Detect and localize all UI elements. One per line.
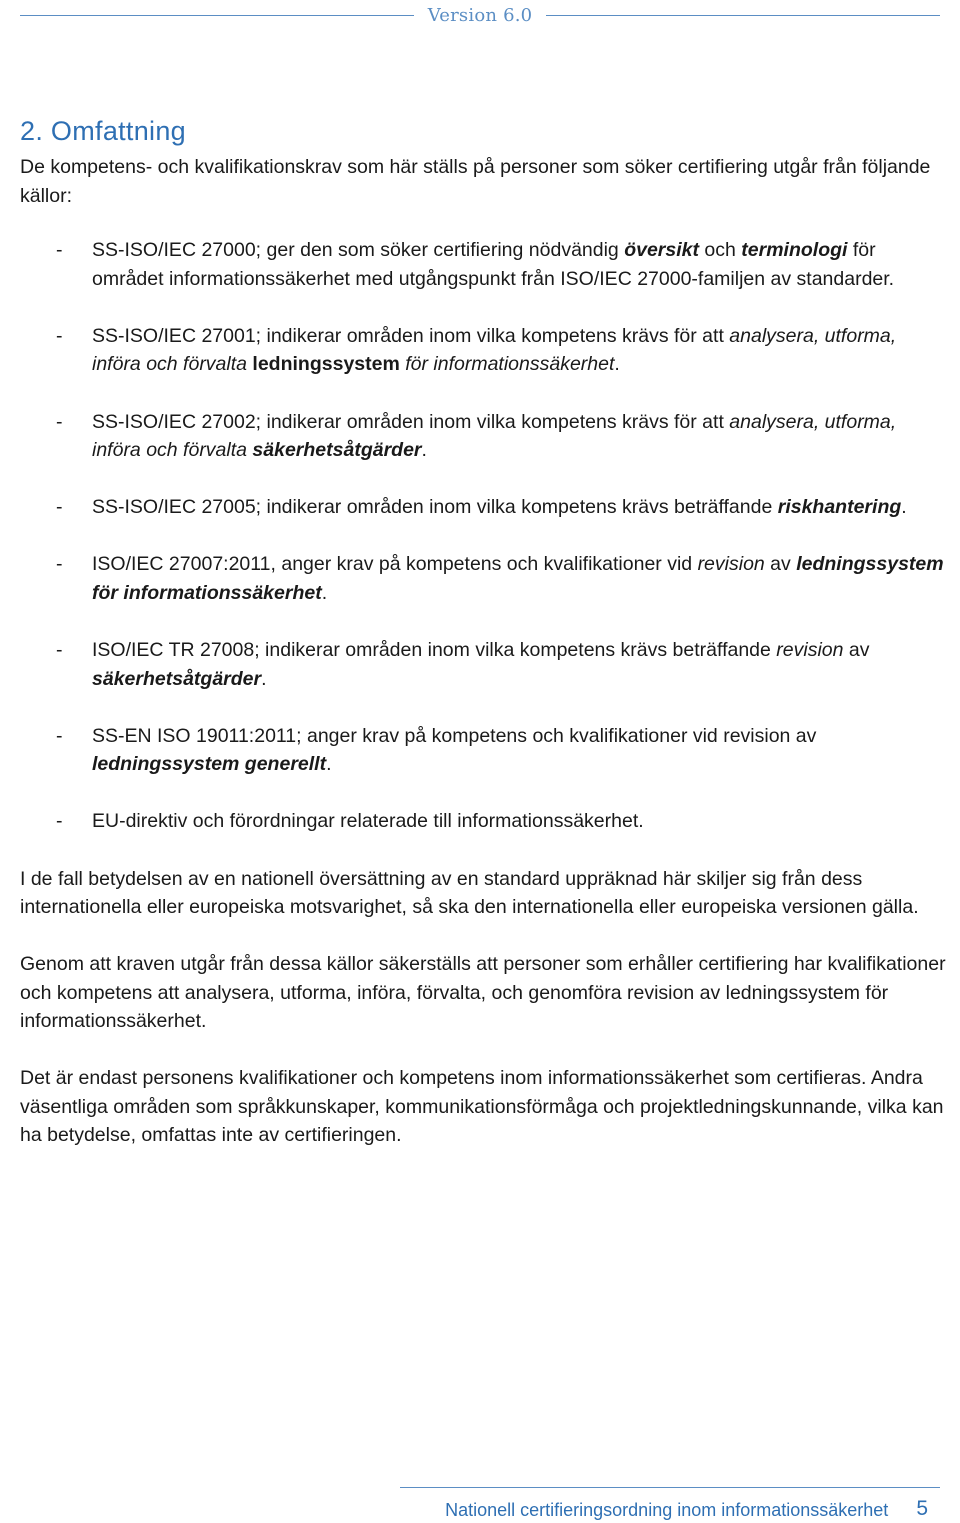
list-item (20, 493, 950, 522)
page-number: 5 (916, 1497, 928, 1520)
text-run: . (261, 667, 267, 690)
text-run: revision (697, 553, 765, 576)
header-rule-right (546, 15, 940, 16)
list-dash: - (56, 496, 63, 519)
header-rule-left (20, 15, 414, 16)
text-run: och (699, 239, 742, 262)
list-dash: - (56, 410, 63, 433)
text-run: för informationssäkerhet (399, 353, 615, 376)
list-item-text (92, 810, 644, 832)
text-run: riskhantering (777, 496, 902, 519)
document-body (20, 153, 950, 1178)
page-footer (400, 1487, 940, 1521)
footer-title: Nationell certifieringsordning inom informationssäkerhet (445, 1500, 889, 1520)
text-run: . (326, 753, 332, 776)
list-dash: - (56, 324, 63, 347)
text-run: revision (776, 639, 844, 662)
paragraph-translation: I de fall betydelsen av en nationell översättning av en standard uppräknad här skiljer sig från dess internationella eller europeiska motsvarighet, så ska den internationella eller europeiska versionen gälla. (20, 867, 919, 919)
text-run: ledningssystem (252, 353, 400, 376)
list-item-text (92, 239, 894, 290)
list-item-text (92, 553, 944, 604)
text-run: ledningssystem generellt (92, 753, 327, 776)
text-run: SS-EN ISO 19011:2011; anger krav på kompetens och kvalifikationer vid revision av (92, 724, 817, 747)
list-item-text (92, 496, 907, 518)
list-item (20, 322, 950, 379)
version-label: Version 6.0 (427, 4, 533, 26)
paragraph-scope: Det är endast personens kvalifikationer och kompetens inom informationssäkerhet som certifieras. Andra väsentliga områden som språkkunskaper, kommunikationsförmåga och projektledningskunnande, vilka kan ha betydelse, omfattas inte av certifieringen. (20, 1067, 944, 1147)
list-dash: - (56, 810, 63, 833)
text-run: . (901, 496, 907, 519)
text-run: ledningssystem för informationssäkerhet (92, 553, 944, 604)
text-run: för området informationssäkerhet med utgångspunkt från ISO/IEC 27000-familjen av standarder. (92, 239, 895, 290)
list-item (20, 722, 950, 779)
list-dash: - (56, 239, 63, 262)
text-run: säkerhetsåtgärder (92, 667, 262, 690)
text-run: . (421, 439, 427, 462)
intro-paragraph: De kompetens- och kvalifikationskrav som här ställs på personer som söker certifiering utgår från följande källor: (20, 156, 931, 207)
list-item (20, 636, 950, 693)
section-title: 2. Omfattning (20, 116, 186, 146)
list-item (20, 550, 950, 607)
list-dash: - (56, 724, 63, 747)
list-item-text (92, 725, 816, 776)
text-run: analysera, utforma, införa och förvalta (92, 410, 897, 462)
list-item-text (92, 325, 896, 376)
text-run: SS-ISO/IEC 27005; indikerar områden inom vilka kompetens krävs beträffande (92, 496, 778, 519)
paragraph-requirements: Genom att kraven utgår från dessa källor säkerställs att personer som erhåller certifiering har kvalifikationer och kompetens att analysera, utforma, införa, förvalta, och genomföra revision av ledningssystem för informationssäkerhet. (20, 953, 946, 1033)
text-run: terminologi (741, 239, 848, 262)
list-dash: - (56, 553, 63, 576)
text-run: ISO/IEC 27007:2011, anger krav på kompetens och kvalifikationer vid (92, 553, 698, 576)
text-run: SS-ISO/IEC 27001; indikerar områden inom vilka kompetens krävs för att (92, 324, 730, 347)
list-item (20, 408, 950, 465)
list-dash: - (56, 639, 63, 662)
page-header (20, 2, 940, 28)
list-item-text (92, 639, 870, 690)
list-item-text (92, 411, 896, 462)
text-run: säkerhetsåtgärder (252, 439, 422, 462)
text-run: analysera, utforma, införa och förvalta (92, 324, 897, 376)
list-item (20, 807, 950, 836)
source-list (20, 236, 950, 836)
text-run: SS-ISO/IEC 27000; ger den som söker certifiering nödvändig (92, 239, 625, 262)
text-run: EU-direktiv och förordningar relaterade till informationssäkerhet. (92, 810, 644, 833)
text-run: . (321, 581, 328, 604)
text-run: . (614, 353, 620, 376)
text-run: SS-ISO/IEC 27002; indikerar områden inom vilka kompetens krävs för att (92, 410, 730, 433)
list-item (20, 236, 950, 293)
text-run: av (764, 553, 797, 576)
text-run: översikt (624, 239, 699, 262)
text-run: ISO/IEC TR 27008; indikerar områden inom vilka kompetens krävs beträffande (92, 639, 777, 662)
text-run: av (843, 639, 870, 662)
